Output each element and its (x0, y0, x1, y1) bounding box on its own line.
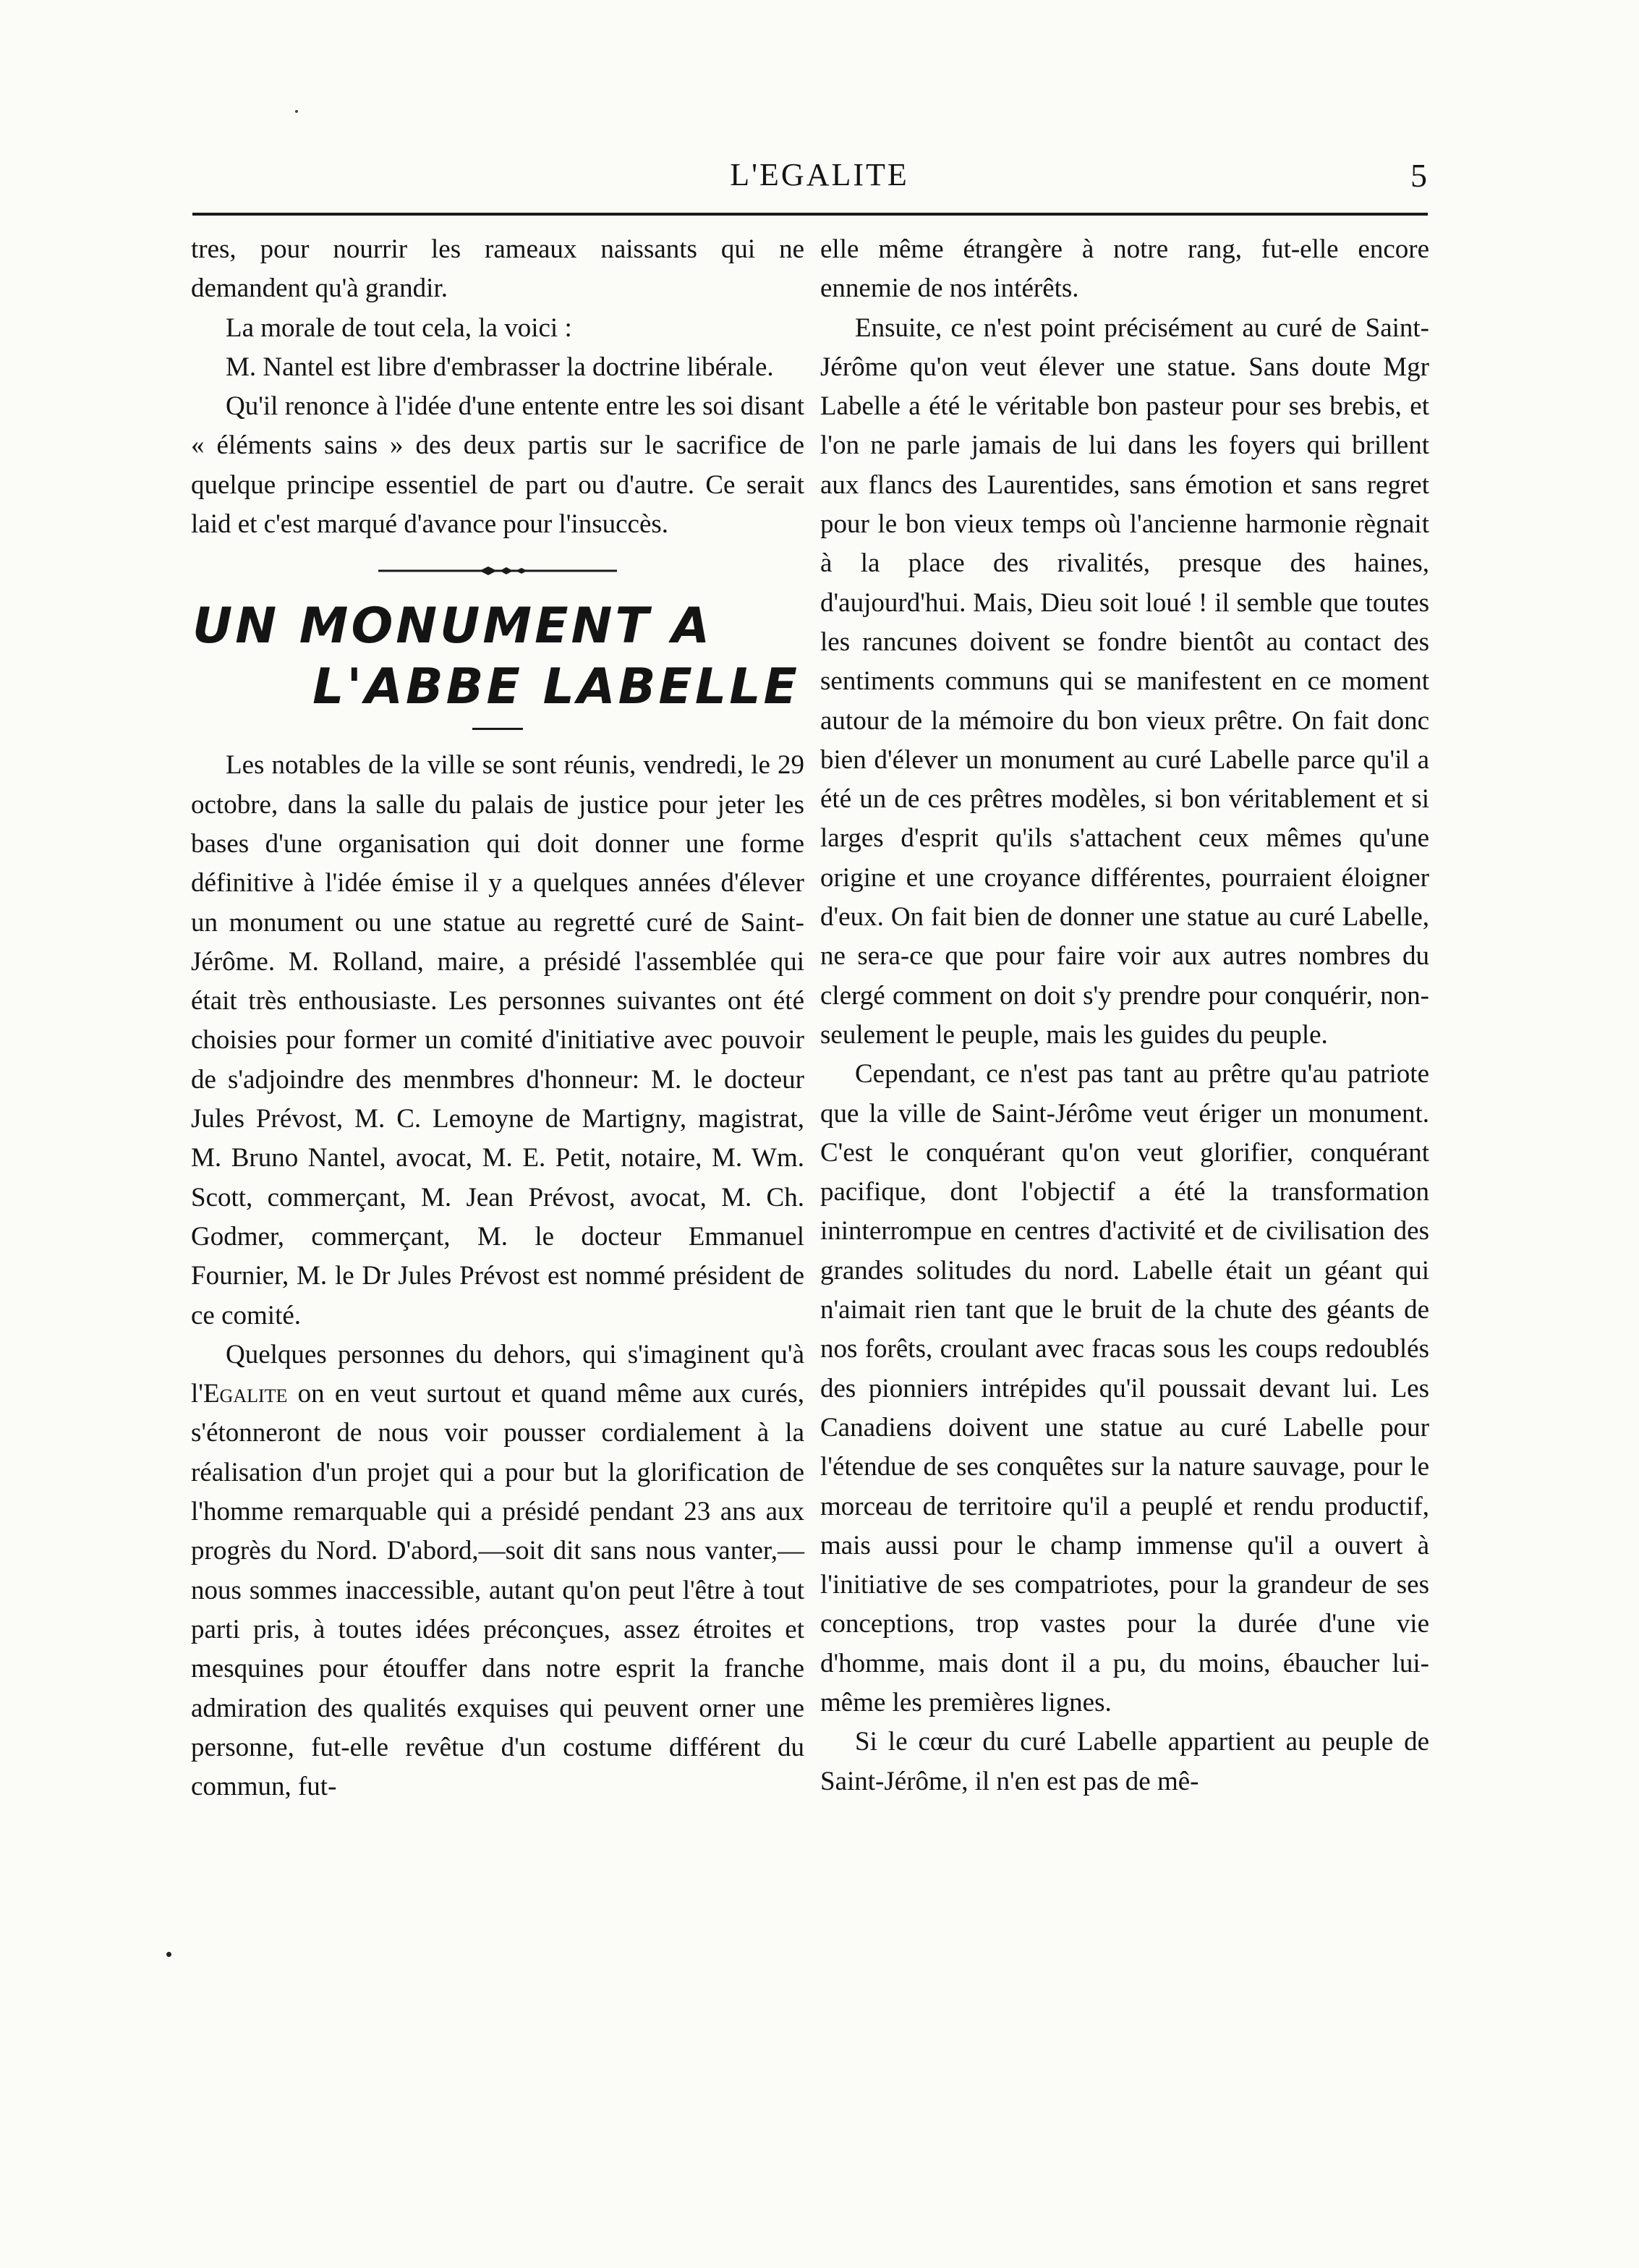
paper-speck (295, 110, 298, 113)
article-paragraph-2-end: on en veut surtout et quand même aux curés, s'étonneront de nous voir pousser cordialement à la réalisation d'un projet qui a pour but la glorification de l'homme remarquable qui a présidé pendant 23 ans aux progrès du Nord. D'abord,—soit dit sans nous vanter,—nous sommes inaccessible, autant qu'on peut l'être à tout parti pris, à toutes idées préconçues, assez étroites et mesquines pour étouffer dans notre esprit la franche admiration des qualités exquises qui peuvent orner une personne, fut-elle revêtue d'un costume différent du commun, fut- (191, 1379, 804, 1802)
right-paragraph-4: Si le cœur du curé Labelle appartient au peuple de Saint-Jérôme, il n'en est pas de mê- (820, 1727, 1429, 1796)
page-number: 5 (1410, 157, 1427, 194)
right-column (820, 230, 1429, 1801)
right-paragraph-3: Cependant, ce n'est pas tant au prêtre qu'au patriote que la ville de Saint-Jérôme veut ériger un monument. C'est le conquérant qu'on veut glorifier, conquérant pacifique, dont l'objectif a été la transformation ininterrompue en centres d'activité et de civilisation des grandes solitudes du nord. Labelle était un géant qui n'aimait rien tant que le bruit de la chute des géants de nos forêts, croulant avec fracas sous les coups redoublés des pionniers intrépides qu'il poussait devant lui. Les Canadiens doivent une statue au curé Labelle pour l'étendue de ses conquêtes sur la nature sauvage, pour le morceau de territoire qu'il a peuplé et rendu productif, mais aussi pour le champ immense qu'il a ouvert à l'initiative de ses compatriotes, pour la grandeur de ses conceptions, trop vastes pour la durée d'une vie d'homme, mais dont il a pu, du moins, ébaucher lui-même les premières lignes. (820, 1059, 1429, 1717)
header-rule (192, 213, 1428, 216)
left-paragraph-3: M. Nantel est libre d'embrasser la doctrine libérale. (226, 352, 774, 382)
left-paragraph-4: Qu'il renonce à l'idée d'une entente entre les soi disant « éléments sains » des deux partis sur le sacrifice de quelque principe essentiel de part ou d'autre. Ce serait laid et c'est marqué d'avance pour l'insuccès. (191, 391, 804, 540)
margin-dot (166, 1952, 171, 1957)
right-paragraph-2: Ensuite, ce n'est point précisément au curé de Saint-Jérôme qu'on veut élever une statue. Sans doute Mgr Labelle a été le véritable bon pasteur pour ses brebis, et l'on ne parle jamais de lui dans les foyers qui brillent aux flancs des Laurentides, sans émotion et sans regret pour le bon vieux temps où l'ancienne harmonie règnait à la place des rivalités, presque des haines, d'aujourd'hui. Mais, Dieu soit loué ! il semble que toutes les rancunes doivent se fondre bientôt au contact des sentiments communs qui se manifestent en ce moment autour de la mémoire du bon vieux prêtre. On fait donc bien d'élever un monument au curé Labelle parce qu'il a été un de ces prêtres modèles, si bon véritablement et si larges d'esprit qu'ils s'attachent ceux mêmes qu'une origine et une croyance différentes, pourraient éloigner d'eux. On fait bien de donner une statue au curé Labelle, ne sera-ce que pour faire voir aux autres nombres du clergé comment on doit s'y prendre pour conquérir, non-seulement le peuple, mais les guides du peuple. (820, 313, 1429, 1050)
headline-rule (472, 728, 523, 730)
article-headline-line-1: UN MONUMENT A (192, 598, 713, 655)
right-paragraph-1: elle même étrangère à notre rang, fut-elle encore ennemie de nos intérêts. (820, 234, 1429, 304)
article-paragraph-1: Les notables de la ville se sont réunis, vendredi, le 29 octobre, dans la salle du palais de justice pour jeter les bases d'une organisation qui doit donner une forme définitive à l'idée émise il y a quelques années d'élever un monument ou une statue au regretté curé de Saint-Jérôme. M. Rolland, maire, a présidé l'assemblée qui était très enthousiaste. Les personnes suivantes ont été choisies pour former un comité d'initiative avec pouvoir de s'adjoindre des menmbres d'honneur: M. le docteur Jules Prévost, M. C. Lemoyne de Martigny, magistrat, M. Bruno Nantel, avocat, M. E. Petit, notaire, M. Wm. Scott, commerçant, M. Jean Prévost, avocat, M. Ch. Godmer, commerçant, M. le docteur Emmanuel Fournier, M. le Dr Jules Prévost est nommé président de ce comité. (191, 750, 804, 1330)
article-paragraph-2-start: Quelques personnes du dehors, qui s'imaginent qu'à l' (191, 1339, 804, 1409)
article-paragraph-2 (191, 1335, 804, 1807)
newspaper-name-smallcaps: Egalite (203, 1379, 288, 1409)
left-paragraph-1: tres, pour nourrir les rameaux naissants qui ne demandent qu'à grandir. (191, 234, 804, 304)
page-header-title: L'EGALITE (730, 157, 909, 192)
article-headline-line-2: L'ABBE LABELLE (312, 658, 800, 716)
left-paragraph-2: La morale de tout cela, la voici : (226, 313, 572, 343)
left-column (191, 230, 804, 1806)
section-ornament (378, 558, 617, 583)
